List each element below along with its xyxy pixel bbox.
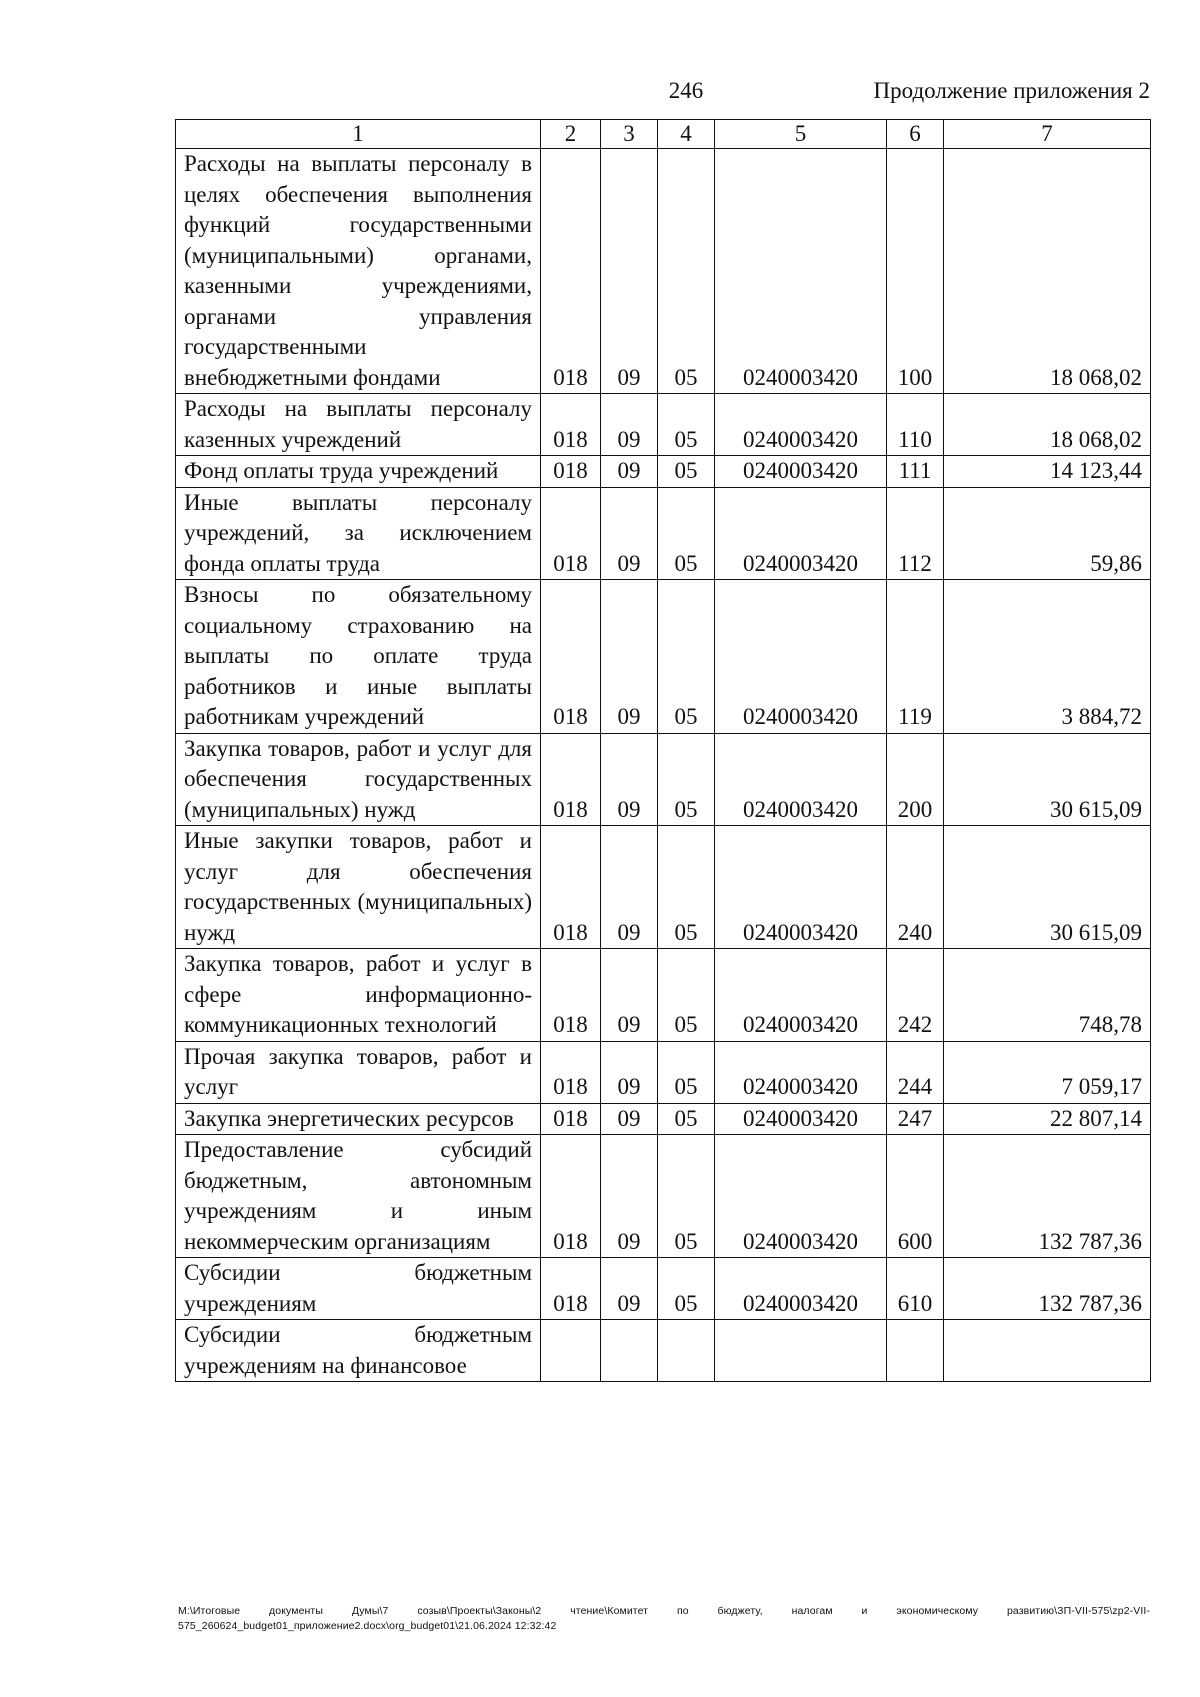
cell-target-article: 0240003420 bbox=[715, 1135, 887, 1258]
cell-subsection: 05 bbox=[658, 456, 715, 488]
row-description: Расходы на выплаты персоналу в целях обеспечения выполнения функций государственными (муниципальными) органами, казенными учреждениями, органами управления государственными внебюджетными фондами bbox=[176, 149, 541, 394]
column-number-row bbox=[176, 120, 1151, 149]
cell-target-article: 0240003420 bbox=[715, 456, 887, 488]
cell-subsection: 05 bbox=[658, 487, 715, 580]
row-description: Предоставление субсидий бюджетным, автономным учреждениям и иным некоммерческим организациям bbox=[176, 1135, 541, 1258]
cell-expense-type: 200 bbox=[887, 733, 944, 826]
cell-target-article: 0240003420 bbox=[715, 394, 887, 456]
cell-subsection: 05 bbox=[658, 949, 715, 1042]
cell-department: 018 bbox=[541, 456, 601, 488]
cell-department: 018 bbox=[541, 733, 601, 826]
cell-target-article bbox=[715, 1320, 887, 1382]
table-row bbox=[176, 1135, 1151, 1258]
cell-department: 018 bbox=[541, 394, 601, 456]
cell-department: 018 bbox=[541, 826, 601, 949]
cell-section: 09 bbox=[601, 394, 658, 456]
cell-subsection: 05 bbox=[658, 580, 715, 734]
cell-subsection: 05 bbox=[658, 1041, 715, 1103]
cell-expense-type: 244 bbox=[887, 1041, 944, 1103]
cell-expense-type: 111 bbox=[887, 456, 944, 488]
row-description: Фонд оплаты труда учреждений bbox=[176, 456, 541, 488]
cell-subsection: 05 bbox=[658, 1103, 715, 1135]
cell-amount: 30 615,09 bbox=[944, 733, 1151, 826]
page-number: 246 bbox=[668, 78, 704, 103]
cell-subsection bbox=[658, 1320, 715, 1382]
cell-subsection: 05 bbox=[658, 1135, 715, 1258]
cell-section: 09 bbox=[601, 733, 658, 826]
cell-department bbox=[541, 1320, 601, 1382]
cell-amount: 7 059,17 bbox=[944, 1041, 1151, 1103]
cell-section: 09 bbox=[601, 456, 658, 488]
row-description: Закупка энергетических ресурсов bbox=[176, 1103, 541, 1135]
table-row bbox=[176, 149, 1151, 394]
cell-expense-type: 242 bbox=[887, 949, 944, 1042]
table-row bbox=[176, 733, 1151, 826]
cell-section: 09 bbox=[601, 580, 658, 734]
cell-amount: 14 123,44 bbox=[944, 456, 1151, 488]
table-row bbox=[176, 949, 1151, 1042]
cell-department: 018 bbox=[541, 487, 601, 580]
cell-section: 09 bbox=[601, 826, 658, 949]
cell-section: 09 bbox=[601, 487, 658, 580]
cell-section bbox=[601, 1320, 658, 1382]
cell-target-article: 0240003420 bbox=[715, 1103, 887, 1135]
cell-department: 018 bbox=[541, 1103, 601, 1135]
row-description: Субсидии бюджетным учреждениям bbox=[176, 1258, 541, 1320]
cell-amount: 18 068,02 bbox=[944, 149, 1151, 394]
table-row bbox=[176, 1320, 1151, 1382]
cell-section: 09 bbox=[601, 1041, 658, 1103]
cell-expense-type: 112 bbox=[887, 487, 944, 580]
table-row bbox=[176, 487, 1151, 580]
cell-amount bbox=[944, 1320, 1151, 1382]
cell-expense-type: 600 bbox=[887, 1135, 944, 1258]
footer-file-path: M:\Итоговые документы Думы\7 созыв\Проекты\Законы\2 чтение\Комитет по бюджету, налогам и экономическому развитию\ЗП-VII-575\zp2-VII-575_260624_budget01_приложение2.docx\org_budget01\21.06.2024 12:32:42 bbox=[178, 1605, 1150, 1632]
cell-amount: 3 884,72 bbox=[944, 580, 1151, 734]
cell-target-article: 0240003420 bbox=[715, 487, 887, 580]
row-description: Иные закупки товаров, работ и услуг для обеспечения государственных (муниципальных) нужд bbox=[176, 826, 541, 949]
column-number: 4 bbox=[658, 120, 715, 149]
cell-department: 018 bbox=[541, 949, 601, 1042]
column-number: 7 bbox=[944, 120, 1151, 149]
budget-table bbox=[175, 119, 1151, 1382]
cell-subsection: 05 bbox=[658, 149, 715, 394]
cell-department: 018 bbox=[541, 580, 601, 734]
cell-section: 09 bbox=[601, 149, 658, 394]
cell-section: 09 bbox=[601, 1103, 658, 1135]
cell-expense-type: 110 bbox=[887, 394, 944, 456]
cell-target-article: 0240003420 bbox=[715, 580, 887, 734]
column-number: 1 bbox=[176, 120, 541, 149]
row-description: Иные выплаты персоналу учреждений, за исключением фонда оплаты труда bbox=[176, 487, 541, 580]
table-row bbox=[176, 1258, 1151, 1320]
cell-expense-type: 119 bbox=[887, 580, 944, 734]
cell-expense-type: 610 bbox=[887, 1258, 944, 1320]
row-description: Субсидии бюджетным учреждениям на финансовое bbox=[176, 1320, 541, 1382]
cell-department: 018 bbox=[541, 1258, 601, 1320]
row-description: Прочая закупка товаров, работ и услуг bbox=[176, 1041, 541, 1103]
cell-amount: 18 068,02 bbox=[944, 394, 1151, 456]
column-number: 3 bbox=[601, 120, 658, 149]
cell-amount: 132 787,36 bbox=[944, 1135, 1151, 1258]
row-description: Взносы по обязательному социальному страхованию на выплаты по оплате труда работников и иные выплаты работникам учреждений bbox=[176, 580, 541, 734]
cell-amount: 22 807,14 bbox=[944, 1103, 1151, 1135]
cell-department: 018 bbox=[541, 1135, 601, 1258]
cell-department: 018 bbox=[541, 1041, 601, 1103]
cell-target-article: 0240003420 bbox=[715, 1041, 887, 1103]
table-row bbox=[176, 580, 1151, 734]
row-description: Закупка товаров, работ и услуг для обеспечения государственных (муниципальных) нужд bbox=[176, 733, 541, 826]
cell-expense-type: 100 bbox=[887, 149, 944, 394]
cell-section: 09 bbox=[601, 949, 658, 1042]
column-number: 5 bbox=[715, 120, 887, 149]
table-row bbox=[176, 456, 1151, 488]
cell-amount: 132 787,36 bbox=[944, 1258, 1151, 1320]
cell-amount: 59,86 bbox=[944, 487, 1151, 580]
cell-subsection: 05 bbox=[658, 394, 715, 456]
column-number: 2 bbox=[541, 120, 601, 149]
row-description: Расходы на выплаты персоналу казенных учреждений bbox=[176, 394, 541, 456]
table-row bbox=[176, 1041, 1151, 1103]
row-description: Закупка товаров, работ и услуг в сфере информационно-коммуникационных технологий bbox=[176, 949, 541, 1042]
column-number: 6 bbox=[887, 120, 944, 149]
continuation-caption: Продолжение приложения 2 bbox=[873, 78, 1150, 103]
cell-target-article: 0240003420 bbox=[715, 949, 887, 1042]
cell-subsection: 05 bbox=[658, 733, 715, 826]
table-row bbox=[176, 826, 1151, 949]
cell-department: 018 bbox=[541, 149, 601, 394]
cell-target-article: 0240003420 bbox=[715, 1258, 887, 1320]
cell-subsection: 05 bbox=[658, 826, 715, 949]
cell-section: 09 bbox=[601, 1258, 658, 1320]
table-row bbox=[176, 394, 1151, 456]
cell-expense-type: 247 bbox=[887, 1103, 944, 1135]
cell-target-article: 0240003420 bbox=[715, 149, 887, 394]
cell-target-article: 0240003420 bbox=[715, 826, 887, 949]
table-row bbox=[176, 1103, 1151, 1135]
cell-expense-type: 240 bbox=[887, 826, 944, 949]
cell-amount: 30 615,09 bbox=[944, 826, 1151, 949]
cell-target-article: 0240003420 bbox=[715, 733, 887, 826]
cell-expense-type bbox=[887, 1320, 944, 1382]
cell-amount: 748,78 bbox=[944, 949, 1151, 1042]
cell-section: 09 bbox=[601, 1135, 658, 1258]
cell-subsection: 05 bbox=[658, 1258, 715, 1320]
